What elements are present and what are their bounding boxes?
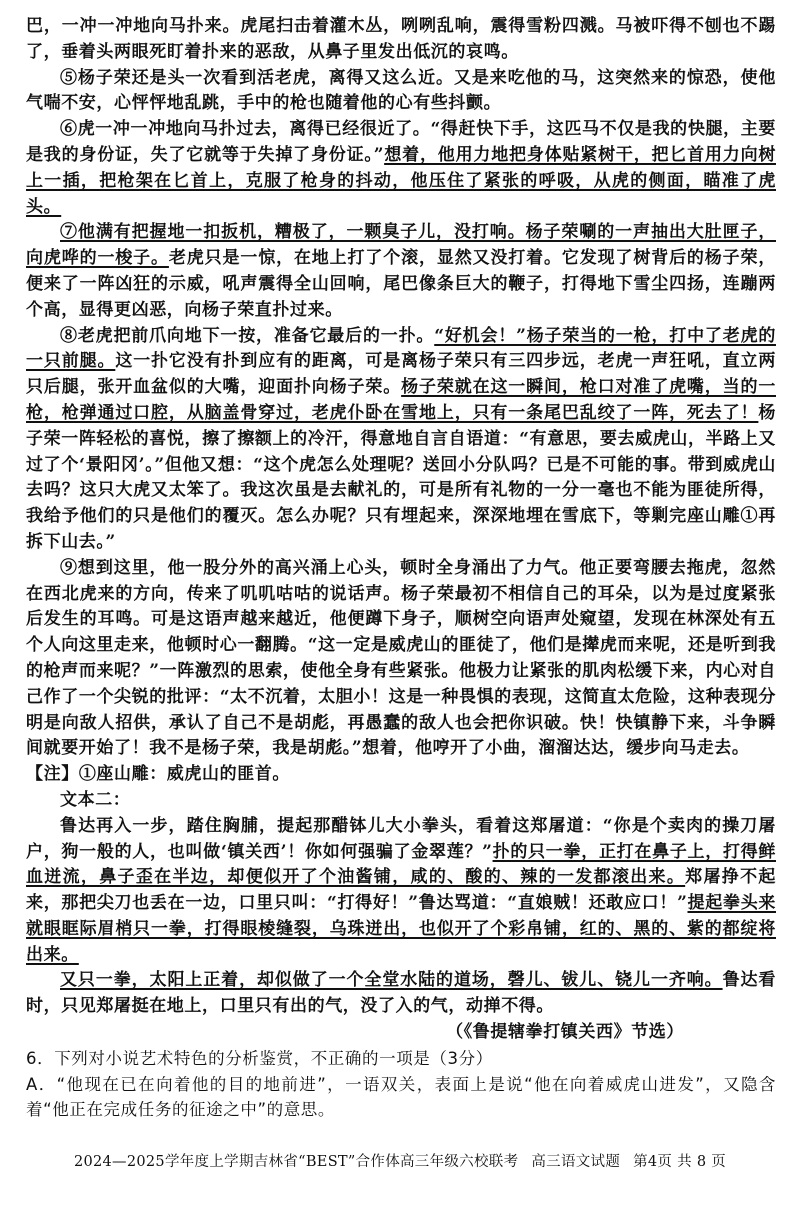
option-text: A．“他现在已在向着他的目的地前进”，一语双关，表面上是说“他在向着威虎山进发”，又隐含着“他正在完成任务的征途之中”的意思。 (26, 1074, 776, 1120)
paragraph-8 (26, 324, 776, 556)
underlined-text: 扑的只一拳，正打在鼻子上，打得鲜血迸流，鼻子歪在半边，却便似开了个油酱铺，咸的、酸的、辣的一发都滚出来。 (26, 841, 776, 888)
underlined-text: 杨子荣就在这一瞬间，枪口对准了虎嘴，当的一枪，枪弹通过口腔，从脑盖骨穿过，老虎仆卧在雪地上，只有一条尾巴乱绞了一阵，死去了！ (26, 377, 776, 423)
underlined-text: “好机会！”杨子荣当的一枪，打中了老虎的一只前腿。 (26, 325, 776, 372)
footnote-text: ①座山雕：威虎山的匪首。 (78, 764, 291, 785)
text2-paragraph-1 (26, 814, 776, 969)
footnote (26, 762, 776, 788)
paragraph-text: ⑨想到这里，他一股分外的高兴涌上心头，顿时全身涌出了力气。他正要弯腰去拖虎，忽然在西北虎来的方向，传来了叽叽咕咕的说话声。杨子荣最初不相信自己的耳朵，以为是过度紧张后发生的耳鸣。可是这语声越来越近，他便蹲下身子，顺树空向语声处窥望，发现在林深处有五个人向这里走来，他顿时心一翻腾。“这一定是威虎山的匪徒了，他们是撵虎而来呢，还是听到我的枪声而来呢？”一阵激烈的思索，使他全身有些紧张。他极力让紧张的肌肉松缓下来，内心对自己作了一个尖锐的批评：“太不沉着，太胆小！这是一种畏惧的表现，这简直太危险，这种表现分明是向敌人招供，承认了自己不是胡彪，再愚蠢的敌人也会把你识破。快！快镇静下来，斗争瞬间就要开始了！我不是杨子荣，我是胡彪。”想着，他哼开了小曲，溜溜达达，缓步向马走去。 (26, 557, 776, 759)
paragraph-text: 鲁达看时，只见郑屠挺在地上，口里只有出的气，没了入的气，动掸不得。 (26, 970, 776, 1017)
paragraph-text: 这一扑它没有扑到应有的距离，可是离杨子荣只有三四步远，老虎一声狂吼，直立两只后腿，张开血盆似的大嘴，迎面扑向杨子荣。 (26, 351, 777, 398)
paragraph-text: 老虎只是一惊，在地上打了个滚，显然又没打着。它发现了树背后的杨子荣，便来了一阵凶狂的示威，吼声震得全山回响，尾巴像条巨大的鞭子，打得地下雪尘四扬，连蹦两个高，显得更凶恶，向杨子荣直扑过来。 (26, 248, 776, 320)
paragraph-continued (26, 14, 776, 66)
paragraph-text: ⑥虎一冲一冲地向马扑过去，离得已经很近了。“得赶快下手，这匹马不仅是我的快腿，主要是我的身份证，失了它就等于失掉了身份证。” (26, 119, 776, 165)
reading-passage (26, 14, 776, 1123)
underlined-text: 又只一拳，太阳上正着，却似做了一个全堂水陆的道场，磬儿、钹儿、铙儿一齐响。 (60, 970, 723, 991)
question-6-stem (26, 1046, 776, 1072)
underlined-text: 想着，他用力地把身体贴紧树干，把匕首用力向树上一插，把枪架在匕首上，克服了枪身的抖动，他压住了紧张的呼吸，从虎的侧面，瞄准了虎头。 (26, 144, 776, 217)
footer-exam-title: 2024—2025学年度上学期吉林省“BEST”合作体高三年级六校联考 (73, 1154, 519, 1170)
footnote-label: 【注】 (26, 764, 79, 785)
question-6-option-a (26, 1072, 776, 1124)
paragraph-text: 巴，一冲一冲地向马扑来。虎尾扫击着灌木丛，咧咧乱响，震得雪粉四溅。马被吓得不刨也不踢了，垂着头两眼死盯着扑来的恶敌，从鼻子里发出低沉的哀鸣。 (26, 16, 776, 62)
paragraph-text: ⑤杨子荣还是头一次看到活老虎，离得又这么近。又是来吃他的马，这突然来的惊恐，使他气喘不安，心怦怦地乱跳，手中的枪也随着他的心有些抖颤。 (26, 67, 776, 114)
paragraph-text: 郑屠挣不起来，那把尖刀也丢在一边，口里只叫：“打得好！”鲁达骂道：“直娘贼！还敢应口！” (26, 867, 776, 914)
source-citation (26, 1020, 776, 1046)
text2-heading (26, 788, 776, 814)
section-heading: 文本二： (60, 789, 131, 810)
footer-page-number: 第4页 共 8 页 (633, 1154, 727, 1170)
paragraph-text: 鲁达再入一步，踏住胸脯，提起那醋钵儿大小拳头，看着这郑屠道：“你是个卖肉的操刀屠户，狗一般的人，也叫做‘镇关西’！你如何强骗了金翠莲？” (26, 815, 776, 862)
page-footer (0, 1150, 800, 1171)
question-text: 6．下列对小说艺术特色的分析鉴赏，不正确的一项是（3分） (26, 1048, 493, 1068)
underlined-text: ⑦他满有把握地一扣扳机，糟极了，一颗臭子儿，没打响。杨子荣唰的一声抽出大肚匣子，向虎哗的一梭子。 (26, 222, 776, 269)
paragraph-6 (26, 117, 776, 220)
paragraph-7 (26, 220, 776, 323)
underlined-text: 提起拳头来就眼眶际眉梢只一拳，打得眼棱缝裂，乌珠迸出，也似开了个彩帛铺，红的、黑的、紫的都绽将出来。 (26, 893, 777, 965)
paragraph-text: ⑧老虎把前爪向地下一按，准备它最后的一扑。 (60, 325, 435, 346)
source-text: （《鲁提辖拳打镇关西》节选） (446, 1022, 684, 1043)
paragraph-9 (26, 556, 776, 762)
paragraph-text: 杨子荣一阵轻松的喜悦，擦了擦额上的冷汗，得意地自言自语道：“有意思，要去威虎山，半路上又过了个‘景阳冈’。”但他又想：“这个虎怎么处理呢？送回小分队吗？已是不可能的事。带到威虎山去吗？这只大虎又太笨了。我这次虽是去献礼的，可是所有礼物的一分一毫也不能为匪徒所得，我给予他们的只是他们的覆灭。怎么办呢？只有埋起来，深深地埋在雪底下，等剿完座山雕①再拆下山去。” (26, 402, 776, 552)
paragraph-5 (26, 66, 776, 118)
footer-subject: 高三语文试题 (531, 1154, 621, 1170)
text2-paragraph-2 (26, 968, 776, 1020)
